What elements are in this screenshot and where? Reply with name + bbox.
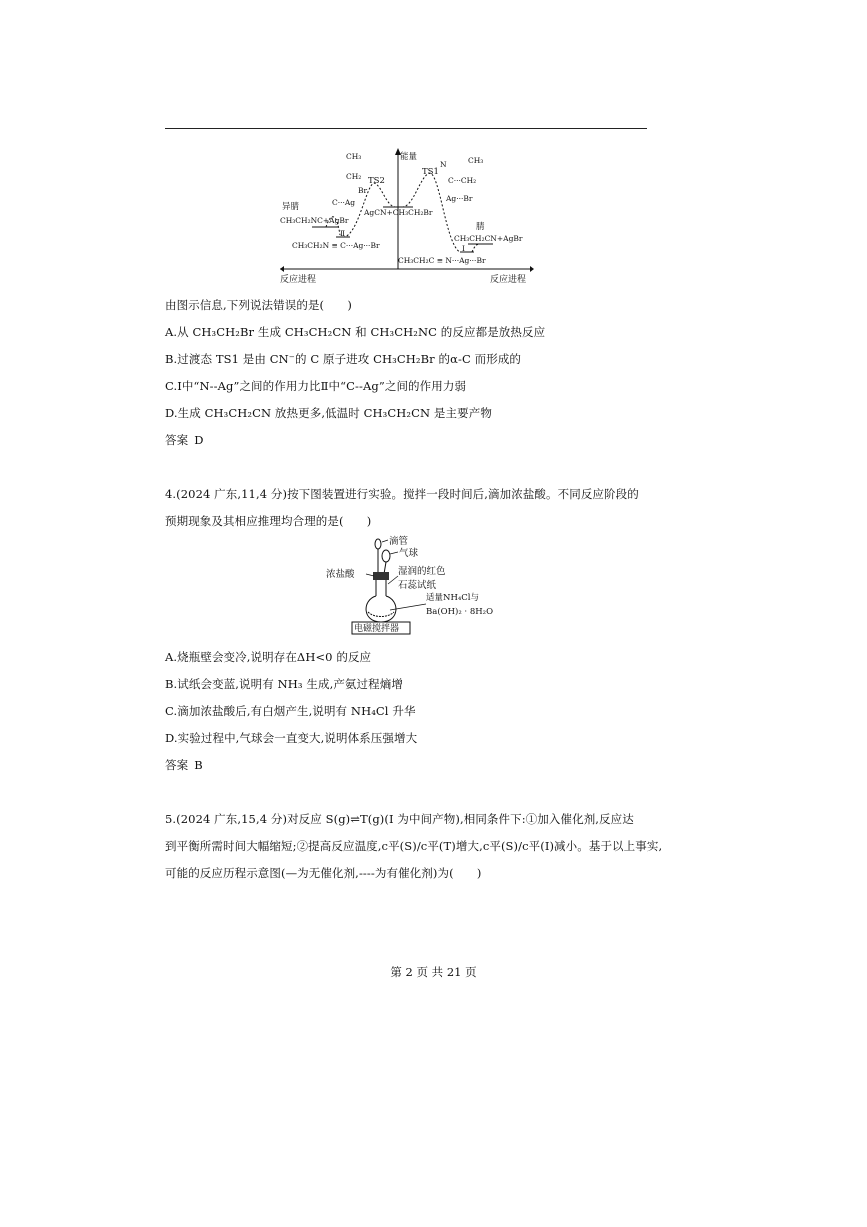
q4-option-b: B.试纸会变蓝,说明有 NH₃ 生成,产氨过程熵增 (165, 677, 403, 691)
svg-text:电磁搅拌器: 电磁搅拌器 (354, 624, 400, 634)
svg-text:腈: 腈 (476, 222, 485, 232)
svg-text:Ⅱ: Ⅱ (340, 229, 346, 238)
answer-value: D (194, 433, 204, 447)
svg-text:CH₃: CH₃ (468, 156, 484, 165)
svg-text:Ba(OH)₂ · 8H₂O: Ba(OH)₂ · 8H₂O (426, 607, 494, 617)
energy-diagram (278, 145, 534, 285)
q3-answer (165, 432, 204, 448)
apparatus-figure (326, 534, 496, 636)
q4-option-a: A.烧瓶壁会变冷,说明存在ΔH<0 的反应 (165, 650, 372, 664)
answer-value: B (194, 758, 203, 772)
q5-line3: 可能的反应历程示意图(—为无催化剂,----为有催化剂)为( ) (165, 866, 482, 880)
svg-text:Ⅰ: Ⅰ (462, 244, 465, 253)
q3-option-d: D.生成 CH₃CH₂CN 放热更多,低温时 CH₃CH₂CN 是主要产物 (165, 406, 492, 420)
q5-line2: 到平衡所需时间大幅缩短;②提高反应温度,c平(S)/c平(T)增大,c平(S)/c平(I)减小。基于以上事实, (165, 839, 663, 853)
svg-text:湿润的红色: 湿润的红色 (398, 566, 446, 577)
q4-answer (165, 757, 203, 773)
svg-text:TS1: TS1 (422, 167, 439, 177)
svg-text:异腈: 异腈 (282, 202, 300, 212)
svg-text:CH₃: CH₃ (346, 152, 362, 161)
answer-label: 答案 (165, 433, 189, 447)
svg-text:N: N (440, 160, 447, 169)
svg-text:CH₃CH₂C ≡ N···Ag···Br: CH₃CH₂C ≡ N···Ag···Br (398, 256, 486, 265)
svg-text:反应进程: 反应进程 (280, 275, 317, 285)
svg-text:CH₃CH₂N ≡ C···Ag···Br: CH₃CH₂N ≡ C···Ag···Br (292, 241, 380, 250)
q3-stem: 由图示信息,下列说法错误的是( ) (165, 298, 352, 312)
svg-text:AgCN+CH₃CH₂Br: AgCN+CH₃CH₂Br (364, 208, 433, 217)
answer-label: 答案 (165, 758, 189, 772)
svg-text:Ag···Br: Ag···Br (446, 194, 473, 203)
svg-text:TS2: TS2 (368, 176, 385, 186)
svg-text:C···CH₂: C···CH₂ (448, 176, 477, 185)
q4-stem-line2: 预期现象及其相应推理均合理的是( ) (165, 514, 372, 528)
svg-text:气球: 气球 (399, 548, 419, 559)
q4-stem-line1: 4.(2024 广东,11,4 分)按下图装置进行实验。搅拌一段时间后,滴加浓盐酸。不同反应阶段的 (165, 487, 639, 501)
svg-text:适量NH₄Cl与: 适量NH₄Cl与 (426, 593, 479, 603)
q4-option-d: D.实验过程中,气球会一直变大,说明体系压强增大 (165, 731, 418, 745)
svg-text:C···Ag: C···Ag (332, 198, 356, 207)
svg-text:能量: 能量 (400, 152, 418, 162)
q5-line1: 5.(2024 广东,15,4 分)对反应 S(g)⇌T(g)(I 为中间产物),相同条件下:①加入催化剂,反应达 (165, 812, 634, 826)
header-rule (165, 128, 647, 129)
q3-option-c: C.Ⅰ中“N--Ag”之间的作用力比Ⅱ中“C--Ag”之间的作用力弱 (165, 379, 467, 393)
page-footer: 第 2 页 共 21 页 (390, 965, 477, 979)
svg-text:Br: Br (358, 186, 368, 195)
svg-text:滴管: 滴管 (389, 536, 409, 547)
svg-text:CH₃CH₂CN+AgBr: CH₃CH₂CN+AgBr (454, 234, 523, 243)
q3-option-b: B.过渡态 TS1 是由 CN⁻的 C 原子进攻 CH₃CH₂Br 的α-C 而形成的 (165, 352, 522, 366)
svg-text:浓盐酸: 浓盐酸 (326, 569, 355, 580)
svg-text:反应进程: 反应进程 (490, 275, 527, 285)
svg-text:石蕊试纸: 石蕊试纸 (398, 580, 437, 591)
q4-option-c: C.滴加浓盐酸后,有白烟产生,说明有 NH₄Cl 升华 (165, 704, 416, 718)
q3-option-a: A.从 CH₃CH₂Br 生成 CH₃CH₂CN 和 CH₃CH₂NC 的反应都是放热反应 (165, 325, 546, 339)
svg-text:CH₂: CH₂ (346, 172, 362, 181)
svg-text:CH₃CH₂NC+AgBr: CH₃CH₂NC+AgBr (280, 216, 349, 225)
